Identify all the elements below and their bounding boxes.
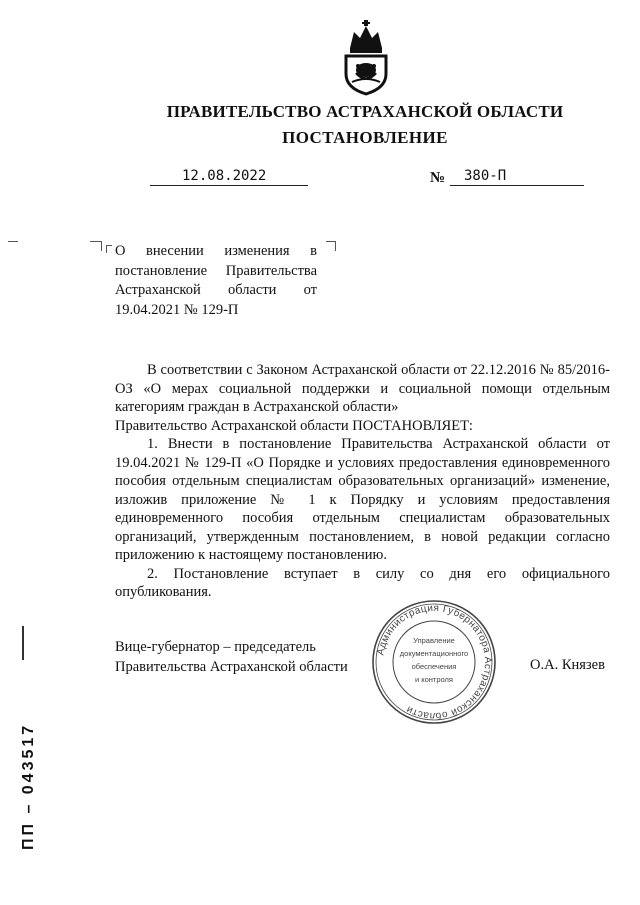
corner-bracket-right [335, 241, 336, 251]
stamp-inner-line2: документационного [399, 649, 469, 658]
number-sign: № [430, 170, 446, 186]
document-number: 380-П [464, 168, 507, 184]
decree-line: Правительство Астраханской области ПОСТАНОВЛЯЕТ: [115, 417, 473, 434]
signatory-position [115, 637, 385, 677]
stamp-inner-line1: Управление [413, 636, 455, 645]
stamp-inner-line3: обеспечения [411, 662, 457, 671]
signatory-position-line2: Правительства Астраханской области [115, 659, 348, 675]
form-serial-number: ПП – 043517 [20, 722, 37, 850]
preamble-paragraph: В соответствии с Законом Астраханской области от 22.12.2016 № 85/2016-ОЗ «О мерах социальной поддержки и социальной помощи отдельным категориям граждан в Астраханской области» [115, 362, 610, 415]
document-body [115, 361, 610, 602]
item-1-paragraph: 1. Внести в постановление Правительства Астраханской области от 19.04.2021 № 129-П «О Порядке и условиях предоставления единовременного пособия отдельным специалистам образовательных организаций» изменение, изложив приложение № 1 к Порядку и условиям предоставления единовременного пособия отдельным специалистам образовательных организаций, утвержденным постановлением, в новой редакции согласно приложению к настоящему постановлению. [115, 436, 610, 563]
corner-bracket-left [101, 241, 102, 251]
signatory-name: О.А. Князев [530, 657, 605, 673]
item-2-paragraph: 2. Постановление вступает в силу со дня его официального опубликования. [115, 565, 610, 600]
coat-of-arms-icon [340, 18, 392, 96]
corner-bracket-left [106, 245, 107, 253]
date-underline [150, 185, 308, 186]
stamp-inner-line4: и контроля [414, 675, 454, 684]
signatory-position-line1: Вице-губернатор – председатель [115, 639, 316, 655]
document-date: 12.08.2022 [182, 168, 267, 184]
margin-tick [8, 241, 18, 242]
authority-title: ПРАВИТЕЛЬСТВО АСТРАХАНСКОЙ ОБЛАСТИ [166, 102, 564, 121]
document-subject: О внесении изменения в постановление Правительства Астраханской области от 19.04.2021 № 129-П [115, 243, 317, 318]
stamp-outer-text: Администрация Губернатора Астраханской области [375, 602, 494, 722]
document-type: ПОСТАНОВЛЕНИЕ [282, 128, 448, 147]
number-underline [450, 185, 584, 186]
margin-mark [22, 626, 24, 660]
office-stamp [370, 598, 498, 726]
